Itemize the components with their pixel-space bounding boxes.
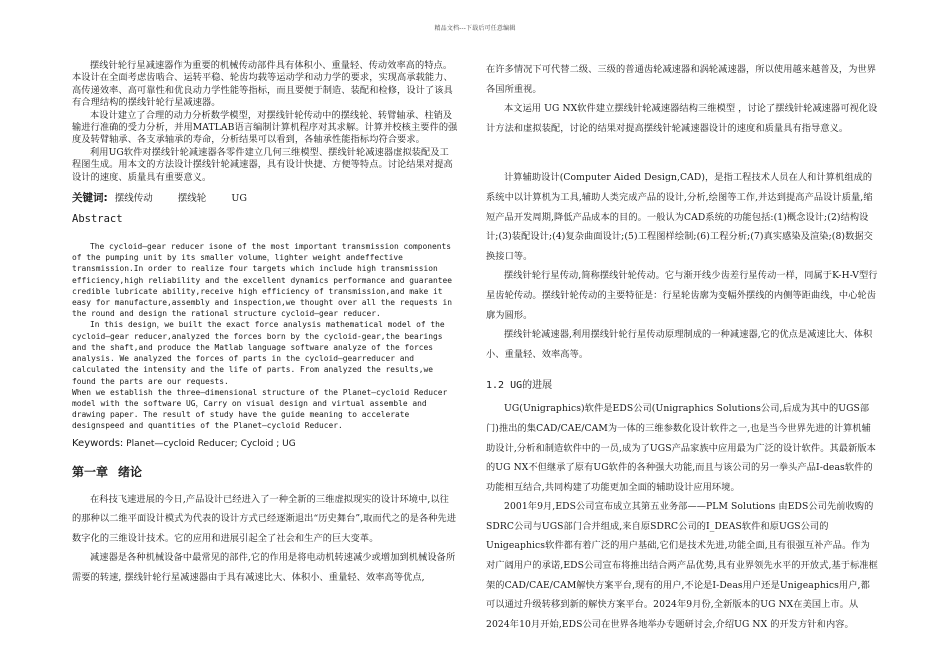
abstract-cn-paragraph-1: 摆线针轮行星减速器作为重要的机械传动部件具有体积小、重量轻、传动效率高的特点。本设计在全面考虑齿啮合、运转平稳、轮齿均载等运动学和动力学的要求，实现高承载能力、高传递效率、高可靠性和优良动力学性能等指标，而且要便于制造、装配和检修，设计了该具有合理结构的摆线针轮行星减速器。 bbox=[72, 60, 453, 109]
left-column bbox=[72, 60, 458, 587]
cycloid-drive-paragraph: 摆线针轮行星传动,简称摆线针轮传动。它与渐开线少齿差行星传动一样，同属于K-H-V型行星齿轮传动。摆线针轮传动的主要特征是：行星轮齿廓为变幅外摆线的内侧等距曲线，中心轮齿廓为圆形。 bbox=[486, 270, 878, 321]
chapter-title: 绪论 bbox=[118, 464, 143, 479]
keywords-en-values: Planet—cycloid Reducer; Cycloid ; UG bbox=[126, 438, 296, 449]
cad-paragraph: 计算辅助设计(Computer Aided Design,CAD)，是指工程技术人员在人和计算机组成的系统中以计算机为工具,辅助人类完成产品的设计,分析,绘图等工作,并达到提高产品设计质量,缩短产品开发周期,降低产品成本的目的。一般认为CAD系统的功能包括:(1)概念设计;(2)结构设计;(3)装配设计;(4)复杂曲面设计;(5)工程图样绘制;(6)工程分析;(7)真实感染及渲染;(8)数据交换接口等。 bbox=[486, 172, 873, 262]
right-paragraph-1: 在许多情况下可代替二级、三级的普通齿轮减速器和涡轮减速器，所以使用越来越普及，为世界各国所重视。 bbox=[486, 64, 877, 95]
right-column bbox=[486, 60, 878, 634]
cycloid-reducer-paragraph: 摆线针轮减速器,利用摆线针轮行星传动原理制成的一种减速器,它的优点是减速比大、体积小、重量轻、效率高等。 bbox=[486, 329, 873, 360]
keyword-2: 摆线轮 bbox=[177, 193, 207, 205]
keyword-1: 摆线传动 bbox=[114, 193, 153, 205]
keywords-en-line bbox=[72, 438, 458, 449]
abstract-title: Abstract bbox=[72, 213, 123, 226]
keywords-label: 关键词: bbox=[72, 192, 108, 205]
chapter-number: 第一章 bbox=[72, 464, 109, 479]
abstract-en-paragraph-2: In this design，we built the exact force analysis mathematical model of the cycloid—gear reducer,analyzed the forces born by the cycloid-gear,the bearings and the shaft,and produce the Matlab language software analyze of the forces analysis. We analyzed the forces of parts in the cycloid—gearreducer and calculated the intensity and the life of parts. From analyzed the results,we found the parts are our requests. bbox=[72, 320, 445, 386]
section-heading: 1.2 UG的进展 bbox=[486, 380, 553, 392]
abstract-en-paragraph-3: When we establish the three—dimensional structure of the Planet—cycloid Reducer model with the software UG，Carry on visual design and virtual assemble and drawing paper. The result of study have the guide meaning to accelerate designspeed and quantities of the Planet—cycloid Reducer. bbox=[72, 387, 448, 431]
keywords-line bbox=[72, 190, 458, 205]
right-paragraph-2: 本文运用 UG NX软件建立摆线针轮减速器结构三维模型 ，讨论了摆线针轮减速器可视化设计方法和虚拟装配，讨论的结果对提高摆线针轮减速器设计的速度和质量具有指导意义。 bbox=[486, 103, 878, 134]
spacer bbox=[486, 138, 878, 168]
keyword-3: UG bbox=[231, 193, 247, 205]
chapter-heading bbox=[72, 463, 458, 480]
ug-paragraph-2: 2001年9月,EDS公司宣布成立其第五业务部——PLM Solutions 由EDS公司先前收购的SDRC公司与UGS部门合并组成,来自原SDRC公司的I_DEAS软件和原UGS公司的Unigeaphics软件都有着广泛的用户基础,它们是技术先进,功能全面,且有很强互补产品。作为对广阔用户的承诺,EDS公司宣布将推出结合两产品优势,具有业界领先水平的开放式,基于标准框架的CAD/CAE/CAM解快方案平台,现有的用户,不论是I-Deas用户还是Unigeaphics用户,都可以通过升级转移到新的解快方案平台。2024年9月份,全新版本的UG NX在美国上市。从2024年10月开始,EDS公司在世界各地举办专题研讨会,介绍UG NX 的开发方针和内容。 bbox=[486, 501, 878, 630]
intro-paragraph-1: 在科技飞速进展的今日,产品设计已经进入了一种全新的三维虚拟现实的设计环境中,以往的那种以二维平面设计模式为代表的设计方式已经逐渐退出“历史舞台”,取而代之的是各种先进数字化的三维设计技术。它的应用和进展引起全了社会和生产的巨大变革。 bbox=[72, 493, 457, 544]
abstract-en-paragraph-1: The cycloid—gear reducer isone of the most important transmission components of the pumping unit by its smaller volume，lighter weight andeffective transmission.In order to realize four targets which include high transmission efficiency,high reliability and the excellent dynamics performance and guarantee credible lubricate ability,receive high efficiency of transmission,and make it easy for manufacture,assembly and inspection,we thought over all the requests in the round and design the rational structure cycloid—gear reducer. bbox=[72, 242, 453, 319]
keywords-en-label: Keywords: bbox=[72, 437, 124, 449]
ug-paragraph-1: UG(Unigraphics)软件是EDS公司(Unigraphics Solutions公司,后成为其中的UGS部门)推出的集CAD/CAE/CAM为一体的三维参数化设计软件之一,也是当今世界先进的计算机辅助设计,分析和制造软件中的一员,成为了UGS产品家族中应用最为广泛的设计软件。其最新版本的UG NX不但继承了原有UG软件的各种强大功能,而且与该公司的另一拳头产品I-deas软件的功能相互结合,共同构建了功能更加全面的辅助设计应用环境。 bbox=[486, 403, 876, 493]
page-header: 精品文档---下载后可任意编辑 bbox=[434, 25, 516, 32]
intro-paragraph-2: 减速器是各种机械设备中最常见的部件,它的作用是将电动机转速减少或增加到机械设备所需要的转速, 摆线针轮行星减速器由于具有减速比大、体积小、重量轻、效率高等优点, bbox=[72, 552, 456, 583]
abstract-cn-paragraph-3: 利用UG软件对摆线针轮减速器各零件建立几何三维模型、摆线针轮减速器虚拟装配及工程图生成。用本文的方法设计摆线针轮减速器，具有设计快捷、方便等特点。讨论结果对提高设计的速度、质量具有重要意义。 bbox=[72, 146, 453, 183]
abstract-cn-paragraph-2: 本设计建立了合理的动力分析数学模型，对摆线针轮传动中的摆线轮、转臂轴承、柱销及输进行准确的受力分析，并用MATLAB语言编制计算机程序对其求解。计算并校核主要件的强度及转臂轴承、各支承轴承的寿命，分析结果可以看到，各轴承性能指标均符合要求。 bbox=[72, 109, 458, 146]
